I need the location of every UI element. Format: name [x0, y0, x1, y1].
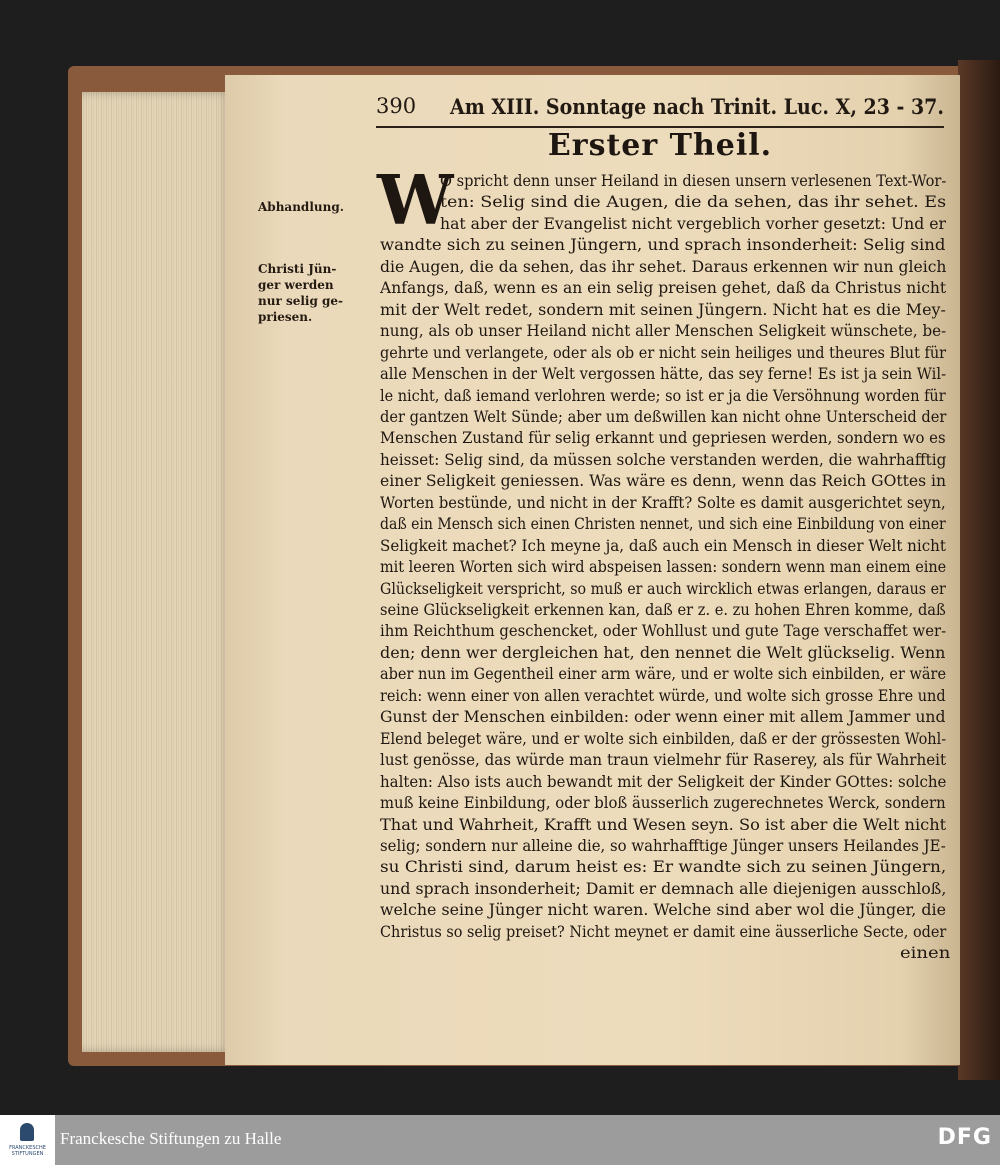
text-line-content: Anfangs, daß, wenn es an ein selig preisen gehet, daß da Christus nicht — [380, 279, 947, 298]
section-title: Erster Theil. — [547, 128, 773, 163]
text-line-content: su Christi sind, darum heist es: Er wandte sich zu seinen Jüngern, — [380, 858, 947, 877]
text-line-content: nung, als ob unser Heiland nicht aller Menschen Seligkeit wünschete, be- — [380, 322, 947, 341]
text-line-content: hat aber der Evangelist nicht vergeblich vorher gesetzt: Und er — [440, 214, 946, 233]
dfg-logo[interactable]: DFG — [937, 1125, 992, 1150]
text-line-content: den; denn wer dergleichen hat, den nennet die Welt glückselig. Wenn — [380, 643, 946, 662]
running-head: Am XIII. Sonntage nach Trinit. Luc. X, 23 - 37. — [450, 94, 944, 119]
institution-name[interactable]: Franckesche Stiftungen zu Halle — [60, 1129, 282, 1148]
text-line-content: ten: Selig sind die Augen, die da sehen, das ihr sehet. Es — [440, 193, 947, 212]
margin-note: nur selig ge- — [258, 294, 344, 308]
logo-text: FRANCKESCHE STIFTUNGEN — [9, 1145, 46, 1157]
text-line-content: gehrte und verlangete, oder als ob er nicht sein heiliges und theures Blut für — [380, 343, 947, 362]
text-line-content: mit leeren Worten sich wird abspeisen lassen: sondern wenn man einem eine — [380, 558, 947, 577]
text-line-content: Gunst der Menschen einbilden: oder wenn einer mit allem Jammer und — [380, 708, 946, 727]
text-line-content: Christus so selig preiset? Nicht meynet er damit eine äusserliche Secte, oder — [380, 922, 947, 941]
text-line-content: einen — [900, 944, 951, 963]
drop-cap: W — [377, 161, 454, 241]
text-line-content: halten: Also ists auch bewandt mit der Seligkeit der Kinder GOttes: solche — [380, 772, 947, 791]
text-line-content: aber nun im Gegentheil einer arm wäre, und er wolte sich einbilden, er wäre — [380, 665, 947, 684]
logo-emblem-icon — [20, 1123, 34, 1141]
page-header — [376, 92, 944, 128]
text-line-content: selig; sondern nur alleine die, so wahrhafftige Jünger unsers Heilandes JE- — [380, 836, 946, 855]
text-line-content: Seligkeit machet? Ich meyne ja, daß auch ein Mensch in dieser Welt nicht — [380, 536, 946, 555]
margin-note: Abhandlung. — [258, 200, 344, 214]
margin-note: priesen. — [258, 310, 313, 324]
text-line-content: ihm Reichthum geschencket, oder Wohllust und gute Tage verschaffet wer- — [380, 622, 947, 641]
text-line-content: Elend beleget wäre, und er wolte sich einbilden, daß er der grössesten Wohl- — [380, 729, 947, 748]
text-line-content: Glückseligkeit verspricht, so muß er auch wircklich etwas erlangen, daraus er — [380, 579, 946, 598]
text-line-content: einer Seligkeit geniessen. Was wäre es denn, wenn das Reich GOttes in — [380, 472, 947, 491]
institution-logo[interactable] — [0, 1115, 55, 1165]
text-line-content: welche seine Jünger nicht waren. Welche sind aber wol die Jünger, die — [380, 901, 946, 920]
text-line-content: reich: wenn einer von allen verachtet würde, und wolte sich grosse Ehre und — [380, 686, 946, 705]
text-line-content: alle Menschen in der Welt vergossen hätte, das sey ferne! Es ist ja sein Wil- — [380, 365, 947, 384]
text-line-content: Worten bestünde, und nicht in der Krafft? Solte es damit ausgerichtet seyn, — [380, 493, 946, 512]
text-line-content: seine Glückseligkeit erkennen kan, daß er z. e. zu hohen Ehren komme, daß — [380, 601, 946, 619]
margin-note: ger werden — [258, 278, 334, 292]
text-line-content: der gantzen Welt Sünde; aber um deßwillen kan nicht ohne Unterscheid der — [380, 407, 947, 426]
footer-bar — [0, 1115, 1000, 1165]
text-line-content: heisset: Selig sind, da müssen solche verstanden werden, die wahrhafftig — [380, 450, 947, 469]
text-line-content: muß keine Einbildung, oder bloß äusserlich zugerechnetes Werck, sondern — [380, 794, 946, 813]
text-line-content: le nicht, daß iemand verlohren werde; so ist er ja die Versöhnung worden für — [380, 386, 946, 405]
text-line-content: lust genösse, das würde man traun vielmehr für Raserey, als für Wahrheit — [380, 751, 947, 770]
text-line-content: Menschen Zustand für selig erkannt und gepriesen werden, sondern wo es — [380, 429, 946, 448]
margin-note: Christi Jün- — [258, 262, 337, 276]
text-line-content: mit der Welt redet, sondern mit seinen Jüngern. Nicht hat es die Mey- — [380, 300, 946, 319]
text-line-content: That und Wahrheit, Krafft und Wesen seyn. So ist aber die Welt nicht — [380, 815, 947, 834]
page-number: 390 — [376, 94, 417, 118]
text-line — [0, 940, 1000, 966]
text-line-content: O spricht denn unser Heiland in diesen unsern verlesenen Text-Wor- — [440, 172, 947, 190]
text-line-content: die Augen, die da sehen, das ihr sehet. Daraus erkennen wir nun gleich — [380, 257, 947, 276]
text-line-content: wandte sich zu seinen Jüngern, und sprach insonderheit: Selig sind — [380, 236, 946, 255]
text-line-content: daß ein Mensch sich einen Christen nennet, und sich eine Einbildung von einer — [380, 515, 946, 534]
text-line-content: und sprach insonderheit; Damit er demnach alle diejenigen ausschloß, — [380, 879, 947, 898]
